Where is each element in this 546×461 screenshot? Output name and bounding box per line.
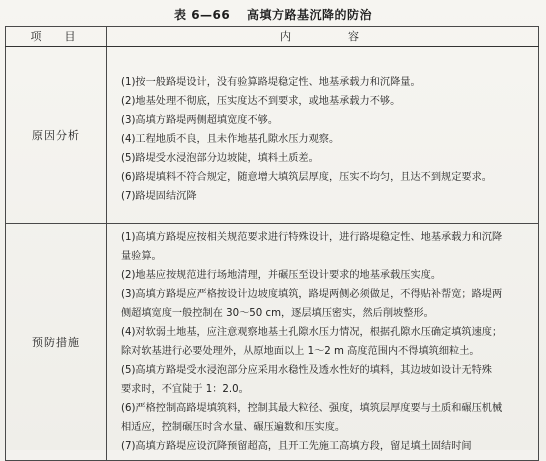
causes-content	[107, 47, 539, 224]
measure-line: (5)高填方路堤受水浸泡部分应采用水稳性及透水性好的填料，其边坡如设计无特殊	[121, 365, 492, 376]
table-title: 高填方路基沉降的防治	[246, 8, 372, 22]
measure-line: 要求时，不宜陡于 1：2.0。	[121, 384, 249, 395]
measure-line: (2)地基应按规范进行场地清理，并碾压至设计要求的地基承载压实度。	[121, 270, 442, 281]
cause-line: (7)路堤固结沉降	[121, 190, 197, 202]
row-label-measures: 预防措施	[6, 224, 107, 461]
cause-line: (6)路堤填料不符合规定，随意增大填筑层厚度，压实不均匀，且达不到规定要求。	[121, 171, 492, 183]
measure-line: 除对软基进行必要处理外，从原地面以上 1～2 m 高度范围内不得填筑细粒土。	[121, 346, 480, 357]
measure-line: (3)高填方路堤应严格按设计边坡度填筑，路堤两侧必须做足，不得贴补帮宽；路堤两	[121, 289, 503, 300]
header-item: 项 目	[6, 27, 107, 47]
table-header-row	[6, 27, 539, 47]
measures-content	[107, 224, 539, 461]
measure-line: (6)严格控制高路堤填筑料，控制其最大粒径、强度，填筑层厚度要与土质和碾压机械	[121, 403, 503, 414]
table-row	[6, 47, 539, 224]
measure-line: (4)对软弱土地基，应注意观察地基土孔隙水压力情况，根据孔隙水压确定填筑速度；	[121, 327, 503, 338]
measure-line: 量验算。	[121, 251, 162, 262]
measure-line: 相适应，控制碾压时含水量、碾压遍数和压实度。	[121, 422, 346, 433]
cause-line: (2)地基处理不彻底，压实度达不到要求，或地基承载力不够。	[121, 95, 401, 107]
header-content: 内 容	[107, 27, 539, 47]
cause-line: (5)路堤受水浸泡部分边坡陡，填料土质差。	[121, 152, 319, 164]
measure-line: (1)高填方路堤应按相关规范要求进行特殊设计，进行路堤稳定性、地基承载力和沉降	[121, 232, 503, 243]
measure-line: 侧超填宽度一般控制在 30～50 cm，逐层填压密实，然后削坡整形。	[121, 308, 434, 319]
measure-line: (7)高填方路堤应设沉降预留超高，且开工先施工高填方段，留足填土固结时间	[121, 441, 472, 452]
cause-line: (1)按一般路堤设计，没有验算路堤稳定性、地基承载力和沉降量。	[121, 76, 421, 88]
prevention-table	[5, 26, 539, 461]
row-label-causes: 原因分析	[6, 47, 107, 224]
table-row	[6, 224, 539, 461]
cause-line: (3)高填方路堤两侧超填宽度不够。	[121, 114, 279, 126]
table-number: 表 6—66	[174, 8, 231, 22]
table-caption	[0, 6, 546, 23]
cause-line: (4)工程地质不良，且未作地基孔隙水压力观察。	[121, 133, 340, 145]
